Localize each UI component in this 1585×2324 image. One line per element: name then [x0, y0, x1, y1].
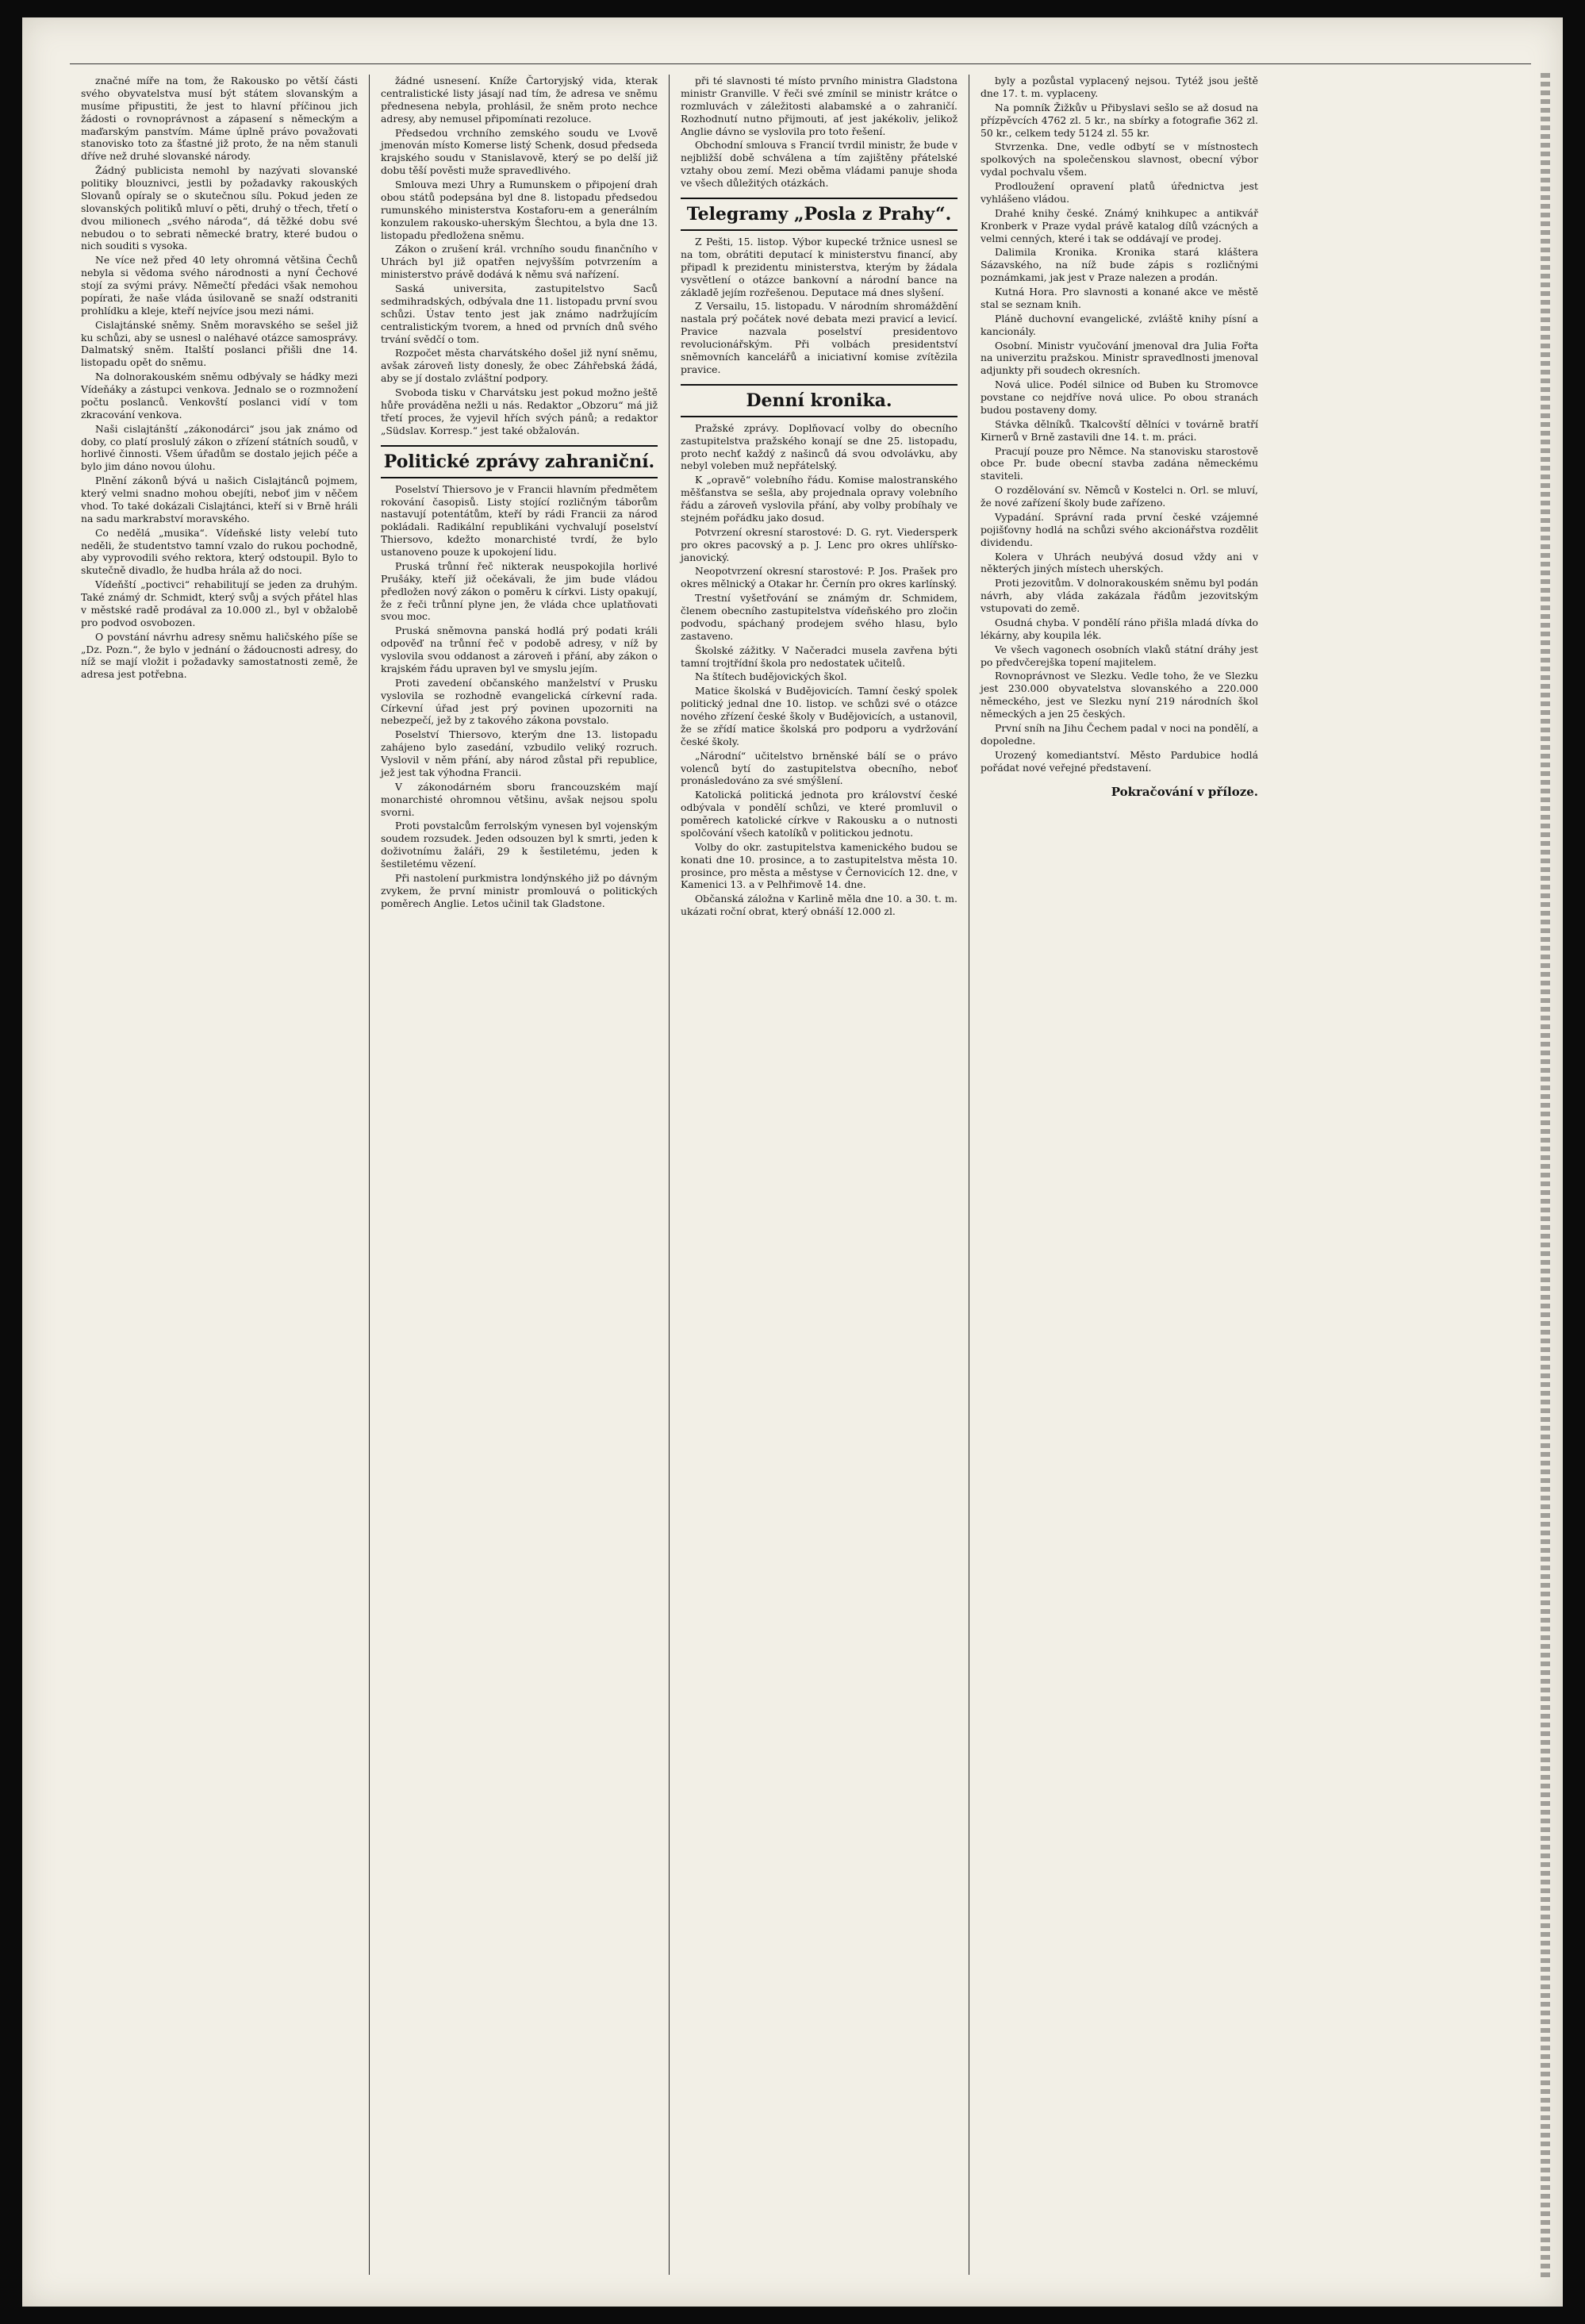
paragraph: Pražské zprávy. Doplňovací volby do obecního zastupitelstva pražského konají se dne 25. listopadu, proto nechť každý z našinců dá svou odvolávku, aby nebyl voleben muž nepřátelský.	[681, 421, 958, 472]
paragraph: Saská universita, zastupitelstvo Saců sedmihradských, odbývala dne 11. listopadu první svou schůzi. Ústav tento jest jak známo nadržujícím centralistickým tvorem, a hned od prvních dnů svého trvání svědčí o tom.	[381, 282, 658, 345]
paragraph: Cislajtánské sněmy. Sněm moravského se sešel již ku schůzi, aby se usnesl o naléhavé otázce samosprávy. Dalmatský sněm. Italští poslanci přišli dne 14. listopadu opět do sněmu.	[81, 318, 358, 369]
article-columns	[70, 75, 1531, 2275]
paragraph: Potvrzení okresní starostové: D. G. ryt. Viedersperk pro okres pacovský a p. J. Lenc pro okres uhlířsko-janovický.	[681, 525, 958, 563]
paragraph: Osobní. Ministr vyučování jmenoval dra Julia Fořta na univerzitu pražskou. Ministr spravedlnosti jmenoval adjunkty při soudech okresních.	[981, 339, 1258, 377]
column-4	[969, 75, 1269, 2275]
paragraph: Na dolnorakouském sněmu odbývaly se hádky mezi Vídeňáky a zástupci venkova. Jednalo se o rozmnožení počtu poslanců. Venkovští poslanci vidí v tom zkracování venkova.	[81, 371, 358, 421]
paragraph: Stávka dělníků. Tkalcovští dělníci v továrně bratří Kirnerů v Brně zastavili dne 14. t. m. práci.	[981, 417, 1258, 443]
paragraph: Volby do okr. zastupitelstva kamenického budou se konati dne 10. prosince, a to zastupitelstva města 10. prosince, pro města a městyse v Černovicích 12. dne, v Kamenici 13. a v Pelhřimově 14. dne.	[681, 840, 958, 891]
column-3	[670, 75, 969, 2275]
paragraph: Pláně duchovní evangelické, zvláště knihy písní a kancionály.	[981, 312, 1258, 337]
paragraph: Občanská záložna v Karlině měla dne 10. a 30. t. m. ukázati roční obrat, který obnáší 12.000 zl.	[681, 893, 958, 918]
paragraph: Zákon o zrušení král. vrchního soudu finančního v Uhrách byl již opatřen nejvyšším potvrzením a ministerstvo právě dodává k němu svá nařízení.	[381, 243, 658, 281]
paragraph: byly a pozůstal vyplacený nejsou. Tytéž jsou ještě dne 17. t. m. vyplaceny.	[981, 75, 1258, 99]
paragraph: O rozdělování sv. Němců v Kostelci n. Orl. se mluví, že nové zařízení školy bude zařízeno.	[981, 484, 1258, 509]
paragraph: Na štítech budějovických škol.	[695, 670, 847, 683]
paragraph: „Národní“ učitelstvo brněnské bálí se o právo volenců bytí do zastupitelstva obecního, neboť pronásledováno za své smýšlení.	[681, 749, 958, 787]
section-heading-telegrams: Telegramy „Posla z Prahy“.	[681, 198, 958, 231]
paragraph: K „opravě“ volebního řádu. Komise malostranského měšťanstva se sešla, aby projednala opravy volebního řádu a zároveň vyslovila přání, aby volby probíhaly ve stejném pořádku jako dosud.	[681, 474, 958, 524]
paragraph: Dalimila Kronika. Kronika stará kláštera Sázavského, na níž bude zápis s rozličnými poznámkami, jak jest v Praze nalezen a prodán.	[981, 246, 1258, 284]
paragraph: Proti povstalcům ferrolským vynesen byl vojenským soudem rozsudek. Jeden odsouzen byl k smrti, jeden k doživotnímu žaláři, 29 k šestiletému, jeden k šestiletému vězení.	[381, 820, 658, 870]
paragraph: Matice školská v Budějovicích. Tamní český spolek politický jednal dne 10. listop. ve schůzi své o otázce nového zřízení české školy v Budějovicích, a ustanovil, že se zřídí matice školská pro podporu a vydržování české školy.	[681, 685, 958, 747]
paragraph: Smlouva mezi Uhry a Rumunskem o připojení drah obou států podepsána byl dne 8. listopadu předsedou rumunského ministerstva Kostaforu-em a generálním konzulem rakousko-uherským Šlechtou, a byla dne 13. listopadu předložena sněmu.	[381, 179, 658, 241]
page-edge-perforation	[1541, 73, 1550, 2279]
paragraph: Vypadání. Správní rada první české vzájemné pojišťovny hodlá na schůzi svého akcionářstva rozdělit dividendu.	[981, 510, 1258, 548]
paragraph: značné míře na tom, že Rakousko po větší části svého obyvatelstva musí být státem slovanským a musíme připustiti, že jest to hlavní příčinou jich žádosti o rovnoprávnost a zápasení s německým a maďarským panstvím. Máme úplně právo považovati stanovisko toto za šťastné již proto, že na něm stanuli dříve než druhé slovanské národy.	[81, 75, 358, 163]
paragraph: První sníh na Jihu Čechem padal v noci na pondělí, a dopoledne.	[981, 721, 1258, 747]
paragraph: Kutná Hora. Pro slavnosti a konané akce ve městě stal se seznam knih.	[981, 286, 1258, 310]
paragraph: Obchodní smlouva s Francií tvrdil ministr, že bude v nejbližší době schválena a tím zajištěny přátelské vztahy obou zemí. Mezi oběma vládami panuje shoda ve všech důležitých otázkách.	[681, 139, 958, 189]
paragraph: Pruská trůnní řeč nikterak neuspokojila horlivé Prušáky, kteří již očekávali, že jim bude vládou předložen nový zákon o poměru k církvi. Listy opakují, že z řeči trůnní plyne jen, že vláda chce uplatňovati svou moc.	[381, 559, 658, 623]
paragraph: Prodloužení opravení platů úřednictva jest vyhlášeno vládou.	[981, 180, 1258, 205]
paragraph: Nová ulice. Podél silnice od Buben ku Stromovce povstane co nejdříve nová ulice. Po obou stranách budou postaveny domy.	[981, 378, 1258, 416]
paragraph: Rozpočet města charvátského došel již nyní sněmu, avšak zároveň listy donesly, že obec Záhřebská žádá, aby se jí dostalo zvláštní podpory.	[381, 347, 658, 385]
paragraph: Poselství Thiersovo je v Francii hlavním předmětem rokování časopisů. Listy stojící rozličným táborům nastavují potentátům, kteří by rádi Francii za národ pokládali. Radikální republikáni vychvalují poselství Thiersovo, kdežto monarchisté tvrdí, že bylo ustanoveno pouze k upokojení lidu.	[381, 482, 658, 559]
paragraph: Proti jezovitům. V dolnorakouském sněmu byl podán návrh, aby vláda zakázala řádům jezovitským vstupovati do země.	[981, 577, 1258, 614]
paragraph: Žádný publicista nemohl by nazývati slovanské politiky blouznivci, jestli by požadavky rakouských Slovanů opíraly se o skutečnou sílu. Pokud jeden ze slovanských politiků mluví o pěti, druhý o třech, třetí o dvou milionech „svého národa“, dá těžké dobu své nebudou o to sebrati německé bratry, které budou o nich souditi s vysoka.	[81, 164, 358, 252]
paragraph: Svoboda tisku v Charvátsku jest pokud možno ještě hůře prováděna nežli u nás. Redaktor „Obzoru“ má již třetí proces, že vyjevil hřích svých pánů; a redaktor „Südslav. Korresp.“ jest také obžalován.	[381, 386, 658, 436]
paragraph: Kolera v Uhrách neubývá dosud vždy ani v některých jiných místech uherských.	[981, 550, 1258, 575]
column-1	[70, 75, 370, 2275]
paragraph: Proti zavedení občanského manželství v Prusku vyslovila se rozhodně evangelická církevní rada. Církevní úřad jest prý povinen upozorniti na nebezpečí, jež by z takového zákona povstalo.	[381, 676, 658, 727]
paragraph: Ne více než před 40 lety ohromná většina Čechů nebyla si vědoma svého národnosti a nyní Čechové stojí za svými právy. Němečtí předáci však nemohou popírati, že naše vláda úsilovaně se snaží odstraniti prohlídku a kleje, kteří nejvíce jsou mezi námi.	[81, 254, 358, 317]
paragraph: Z Pešti, 15. listop. Výbor kupecké tržnice usnesl se na tom, obrátiti deputací k ministerstvu financí, aby připadl k prezidentu ministerstva, kterým by žádala vysvětlení o otázce bankovní a národní bance na základě jejím rozřešenou. Deputace má dnes slyšení.	[681, 236, 958, 298]
paragraph: Neopotvrzení okresní starostové: P. Jos. Prašek pro okres mělnický a Otakar hr. Černín pro okres karlínský.	[681, 565, 958, 590]
paragraph: Školské zážitky. V Načeradci musela zavřena býti tamní trojtřídní škola pro nedostatek učitelů.	[681, 643, 958, 669]
section-heading-daily-chronicle: Denní kronika.	[681, 384, 958, 417]
paragraph: Pracují pouze pro Němce. Na stanovisku starostově obce Pr. bude obecní stavba zadána německému staviteli.	[981, 444, 1258, 482]
paragraph: Předsedou vrchního zemského soudu ve Lvově jmenován místo Komerse listý Schenk, dosud předseda krajského soudu v Stanislavově, který se po delší již dobu těší pověsti muže spravedlivého.	[381, 126, 658, 177]
paragraph: při té slavnosti té místo prvního ministra Gladstona ministr Granville. V řeči své zmínil se ministr krátce o rozmluvách v záležitosti alabamské a o zahraničí. Rozhodnutí nutno přijmouti, ať jest jakékoliv, jelikož Anglie dávno se vyslovila pro toto řešení.	[681, 75, 958, 137]
paragraph: Drahé knihy české. Známý knihkupec a antikvář Kronberk v Praze vydal právě katalog dílů vzácných a velmi cenných, které i tak se oddávají ve prodej.	[981, 206, 1258, 244]
paragraph: Stvrzenka. Dne, vedle odbytí se v místnostech spolkových na společenskou slavnost, obecní výbor vydal pochvalu všem.	[981, 140, 1258, 179]
paragraph: žádné usnesení. Kníže Čartoryjský vida, kterak centralistické listy jásají nad tím, že adresa ve sněmu přednesena nebyla, prohlásil, že sněm proto nechce adresy, aby nemusel připomínati rezoluce.	[381, 75, 658, 125]
paragraph: Pruská sněmovna panská hodlá prý podati králi odpověď na trůnní řeč v podobě adresy, v níž by vyslovila svou oddanost a zároveň i přání, aby zákon o krajském řádu upraven byl ve smyslu jejím.	[381, 624, 658, 674]
paragraph: Při nastolení purkmistra londýnského již po dávným zvykem, že první ministr promlouvá o politických poměrech Anglie. Letos učinil tak Gladstone.	[381, 871, 658, 909]
section-heading-foreign-news: Politické zprávy zahraniční.	[381, 445, 658, 478]
paragraph: O povstání návrhu adresy sněmu haličského píše se „Dz. Pozn.“, že bylo v jednání o žádoucnosti adresy, do níž se mají vložit i požadavky samostatnosti země, že adresa jest potřebna.	[81, 630, 358, 681]
paragraph: Vídeňští „poctivci“ rehabilitují se jeden za druhým. Také známý dr. Schmidt, který svůj a svých přátel hlas v městské radě prodával za 10.000 zl., byl v obžalobě pro podvod osvobozen.	[81, 578, 358, 628]
paragraph: Na pomník Žižkův u Přibyslavi sešlo se až dosud na přízpěvcích 4762 zl. 5 kr., na sbírky a fotografie 362 zl. 50 kr., celkem tedy 5124 zl. 55 kr.	[981, 101, 1258, 139]
top-rule	[70, 63, 1531, 64]
paragraph: Co nedělá „musika“. Vídeňské listy velebí tuto neděli, že studentstvo tamní vzalo do rukou pochodně, aby vyprovodili svého rektora, který odstoupil. Bylo to skutečně divadlo, že hudba hrála až do noci.	[81, 526, 358, 577]
paragraph: Plnění zákonů bývá u našich Cislajtánců pojmem, který velmi snadno mohou obejíti, neboť jim v něčem vhod. To také dokázali Cislajtánci, kteří si v Brně hráli na sadu markrabství moravského.	[81, 474, 358, 524]
paragraph: Poselství Thiersovo, kterým dne 13. listopadu zahájeno bylo zasedání, vzbudilo veliký rozruch. Vyslovil v něm přání, aby národ zůstal při republice, jež jest tak výhodna Francii.	[381, 728, 658, 778]
paragraph: Ve všech vagonech osobních vlaků státní dráhy jest po předvčerejška topení majitelem.	[981, 643, 1258, 668]
paragraph: Trestní vyšetřování se známým dr. Schmidem, členem obecního zastupitelstva vídeňského pro zločin podvodu, spáchaný prodejem svého hlasu, bylo zastaveno.	[681, 592, 958, 642]
newspaper-page	[22, 17, 1563, 2307]
continuation-note: Pokračování v příloze.	[1111, 785, 1258, 800]
paragraph: Rovnoprávnost ve Slezku. Vedle toho, že ve Slezku jest 230.000 obyvatelstva slovanského a 220.000 německého, jest ve Slezku nyní 219 národních škol německých a jen 25 českých.	[981, 670, 1258, 720]
column-2	[370, 75, 670, 2275]
paragraph: Osudná chyba. V pondělí ráno přišla mladá dívka do lékárny, aby koupila lék.	[981, 616, 1258, 641]
paragraph: Urozený komediantství. Město Pardubice hodlá pořádat nové veřejné představení.	[981, 748, 1258, 774]
paragraph: Z Versailu, 15. listopadu. V národním shromáždění nastala prý počátek nové debata mezi pravicí a levicí. Pravice nazvala poselství presidentovo revolucionářským. Při volbách presidentství sněmovních kancelářů a iniciativní komise zvítězila pravice.	[681, 300, 958, 375]
paragraph: Naši cislajtánští „zákonodárci“ jsou jak známo od doby, co platí proslulý zákon o zřízení státních soudů, v horlivé činnosti. Všem úřadům se dostalo jejich péče a bylo jim dáno novou úlohu.	[81, 422, 358, 473]
paragraph: Katolická politická jednota pro království české odbývala v pondělí schůzi, ve které promluvil o poměrech katolické církve v Rakousku a o nutnosti spolčování všech katolíků v politickou jednotu.	[681, 789, 958, 839]
paragraph: V zákonodárném sboru francouzském mají monarchisté ohromnou většinu, avšak nejsou spolu svorni.	[381, 780, 658, 818]
